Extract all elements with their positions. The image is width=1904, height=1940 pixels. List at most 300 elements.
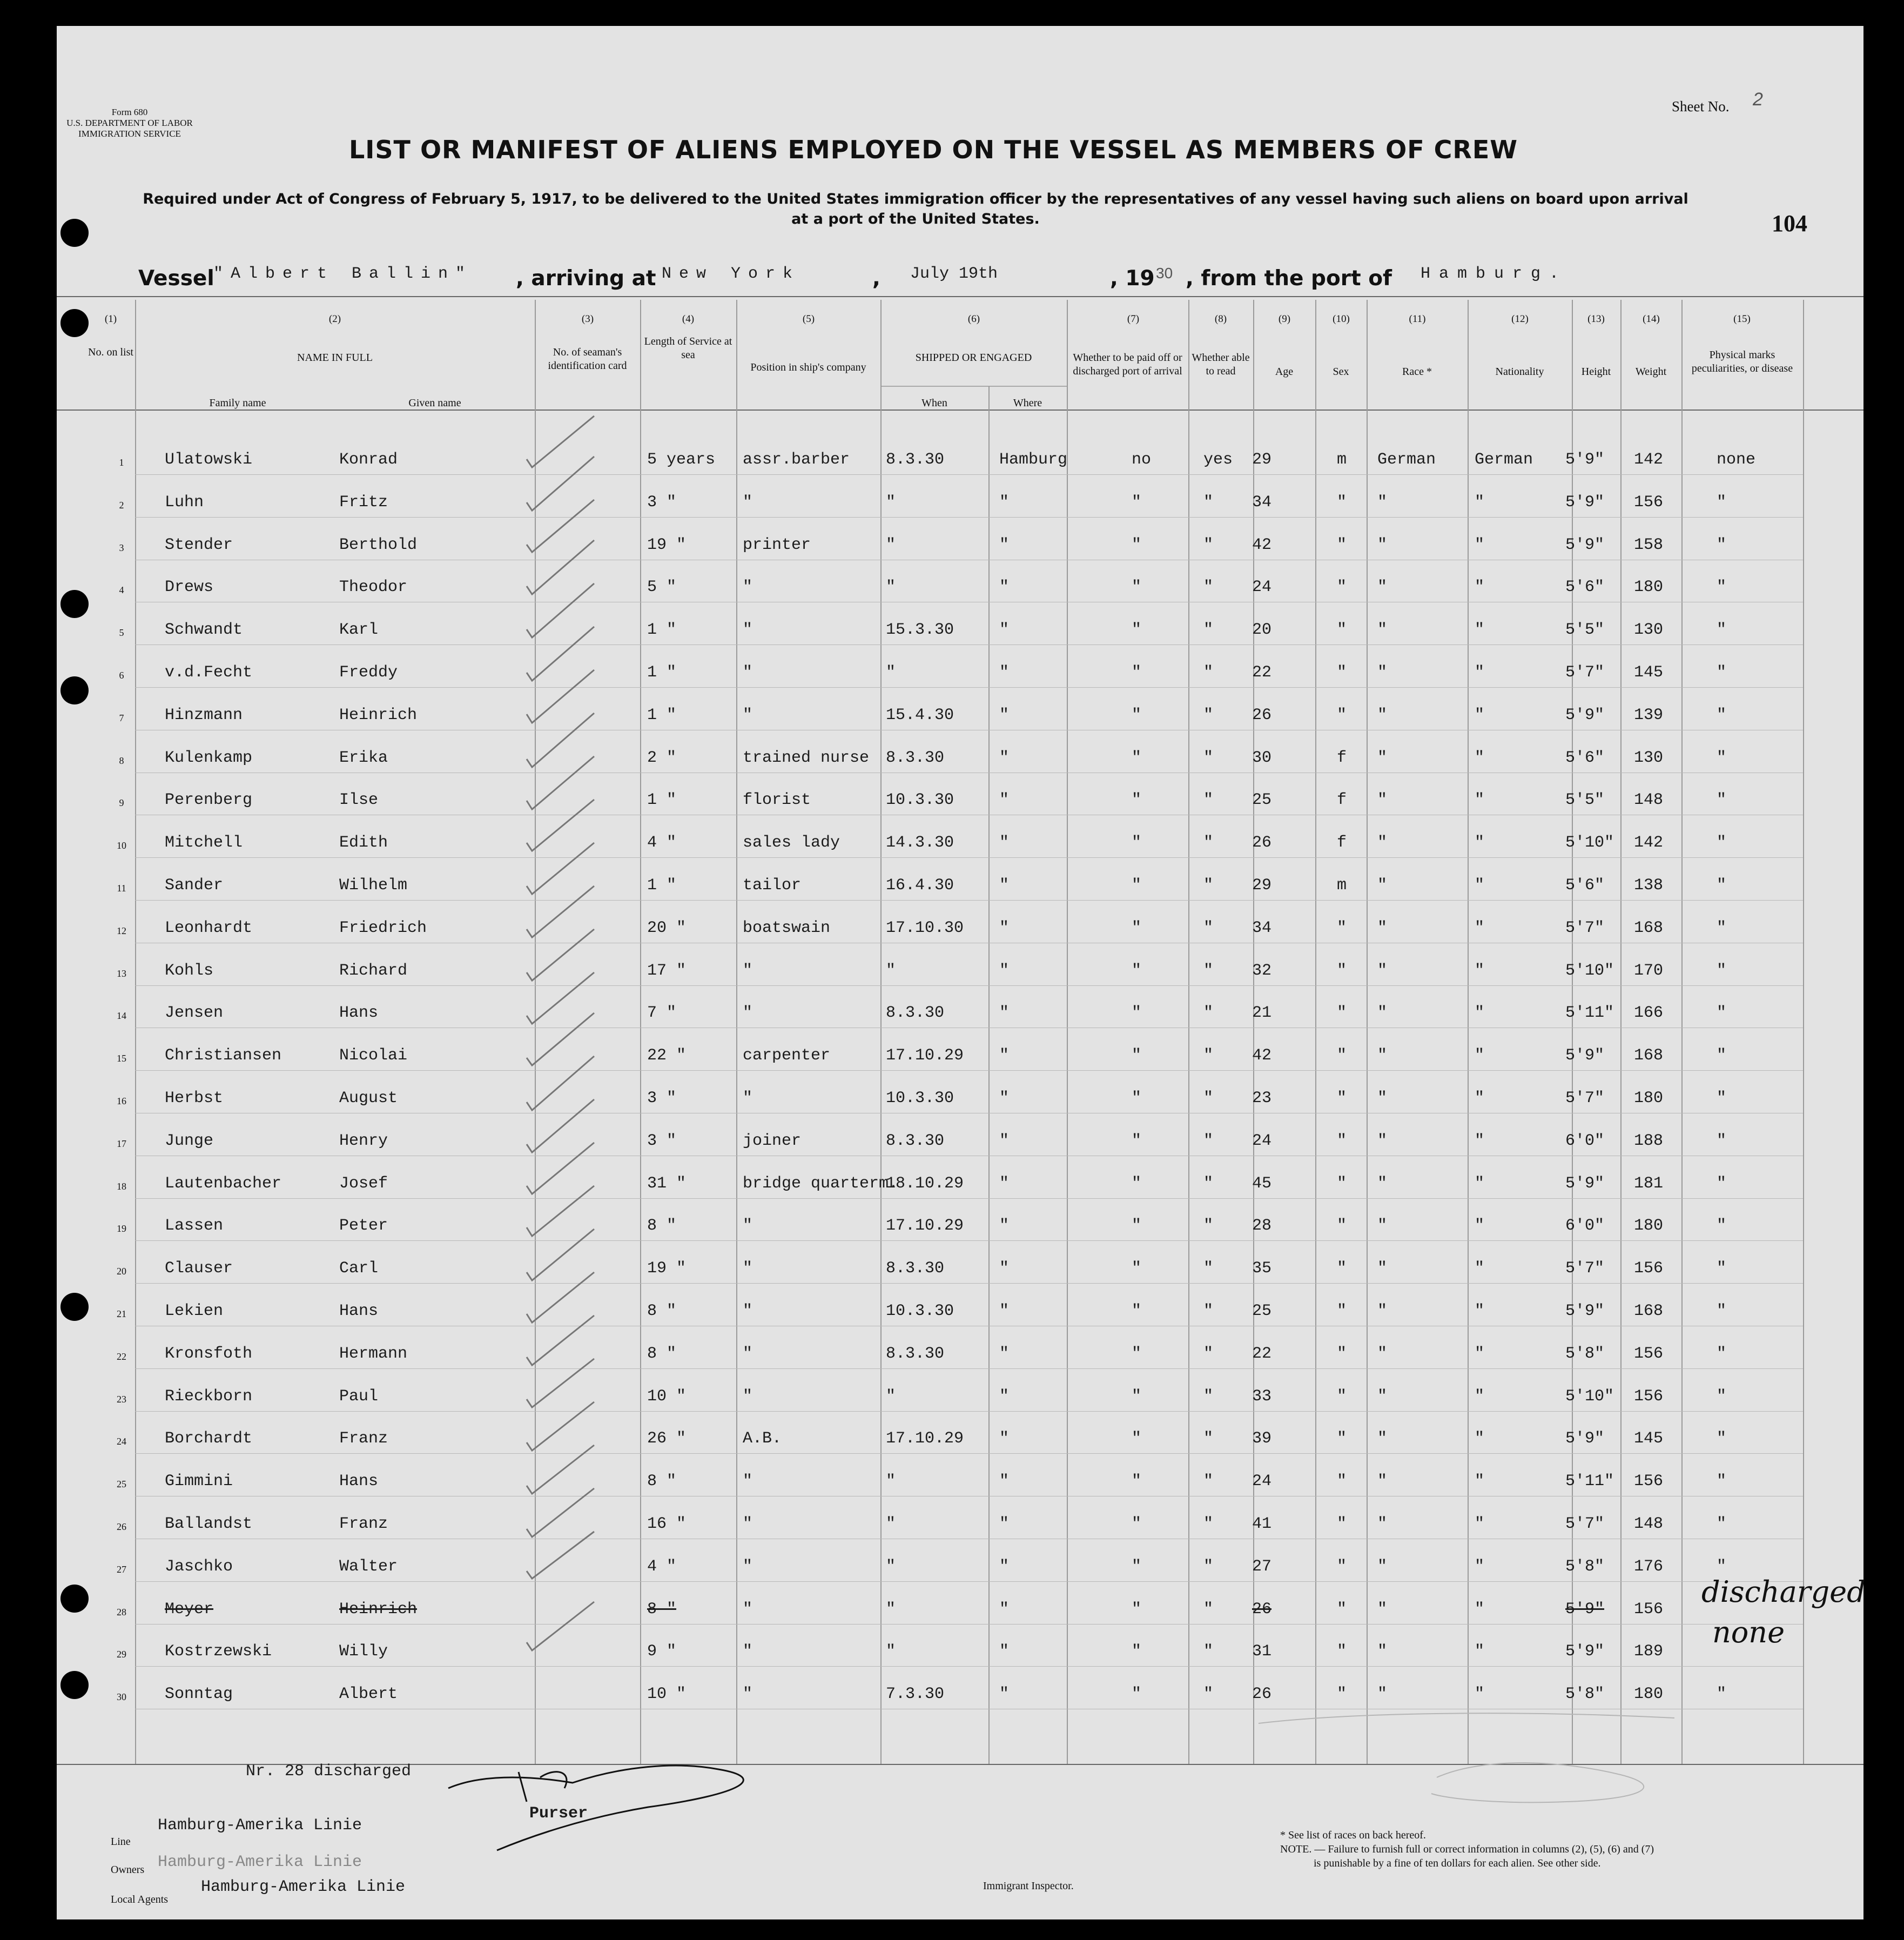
sex-cell: ": [1337, 1429, 1347, 1448]
paid-off-cell: ": [1132, 918, 1142, 937]
nationality-cell: ": [1475, 1557, 1485, 1576]
weight-cell: 180: [1634, 1685, 1664, 1704]
column-number: (7): [1127, 313, 1140, 325]
paid-off-cell: ": [1132, 1217, 1142, 1236]
paid-off-cell: ": [1132, 578, 1142, 597]
column-number: (14): [1643, 313, 1660, 325]
shipped-where-cell: ": [999, 1131, 1010, 1150]
header-race: Race *: [1402, 366, 1432, 378]
shipped-when-cell: 8.3.30: [886, 451, 945, 469]
able-to-read-cell: ": [1203, 961, 1214, 980]
family-name-cell: Stender: [165, 535, 233, 554]
race-cell: ": [1377, 578, 1388, 597]
given-name-cell: Hans: [339, 1004, 379, 1023]
race-cell: ": [1377, 1046, 1388, 1065]
owners-value: Hamburg-Amerika Linie: [158, 1853, 362, 1871]
weight-cell: 145: [1634, 663, 1664, 682]
position-cell: assr.barber: [743, 451, 850, 469]
service-name: IMMIGRATION SERVICE: [78, 129, 181, 139]
nationality-cell: ": [1475, 961, 1485, 980]
shipped-where-cell: ": [999, 1302, 1010, 1320]
physical-marks-cell: ": [1717, 1046, 1727, 1065]
vessel-label: Vessel: [138, 266, 214, 291]
paid-off-cell: ": [1132, 1685, 1142, 1704]
row-number: 26: [117, 1521, 126, 1532]
race-cell: ": [1377, 876, 1388, 895]
given-name-cell: Franz: [339, 1515, 388, 1533]
shipped-where-cell: ": [999, 1642, 1010, 1661]
nationality-cell: ": [1475, 663, 1485, 682]
row-number: 28: [117, 1606, 126, 1617]
family-name-cell: Drews: [165, 578, 214, 597]
physical-marks-cell: ": [1717, 1685, 1727, 1704]
sex-cell: ": [1337, 1131, 1347, 1150]
shipped-when-cell: ": [886, 1472, 896, 1491]
service-cell: 3 ": [647, 1131, 677, 1150]
family-name-cell: Kronsfoth: [165, 1344, 253, 1363]
shipped-where-cell: ": [999, 1089, 1010, 1107]
weight-cell: 168: [1634, 1302, 1664, 1320]
paid-off-cell: ": [1132, 1131, 1142, 1150]
shipped-where-cell: ": [999, 1217, 1010, 1236]
nationality-cell: ": [1475, 1515, 1485, 1533]
position-cell: ": [743, 1600, 753, 1619]
given-name-cell: Paul: [339, 1387, 379, 1406]
given-name-cell: Richard: [339, 961, 408, 980]
height-cell: 5'9": [1565, 1046, 1605, 1065]
able-to-read-cell: ": [1203, 578, 1214, 597]
shipped-where-cell: ": [999, 791, 1010, 810]
header-height: Height: [1581, 366, 1611, 378]
nationality-cell: ": [1475, 1004, 1485, 1023]
sex-cell: ": [1337, 578, 1347, 597]
header-physical-marks: Physical marks peculiarities, or disease: [1691, 349, 1793, 374]
row-number: 12: [117, 925, 126, 936]
age-cell: 27: [1252, 1557, 1272, 1576]
given-name-cell: Carl: [339, 1259, 379, 1278]
race-cell: ": [1377, 1600, 1388, 1619]
able-to-read-cell: ": [1203, 1089, 1214, 1107]
sex-cell: ": [1337, 535, 1347, 554]
nationality-cell: ": [1475, 918, 1485, 937]
row-number: 17: [117, 1138, 126, 1149]
physical-marks-cell: ": [1717, 1259, 1727, 1278]
family-name-cell: v.d.Fecht: [165, 663, 253, 682]
header-family-name: Family name: [209, 397, 266, 409]
physical-marks-cell: ": [1717, 1217, 1727, 1236]
service-cell: 8 ": [647, 1302, 677, 1320]
paid-off-cell: ": [1132, 535, 1142, 554]
family-name-cell: Sander: [165, 876, 224, 895]
given-name-cell: Edith: [339, 834, 388, 852]
nationality-cell: ": [1475, 1089, 1485, 1107]
row-number: 19: [117, 1223, 126, 1234]
weight-cell: 181: [1634, 1174, 1664, 1193]
row-number: 29: [117, 1649, 126, 1660]
shipped-where-cell: ": [999, 1387, 1010, 1406]
race-cell: ": [1377, 1089, 1388, 1107]
height-cell: 5'6": [1565, 748, 1605, 767]
row-number: 18: [117, 1180, 126, 1192]
race-cell: ": [1377, 1004, 1388, 1023]
paid-off-cell: ": [1132, 1259, 1142, 1278]
position-cell: tailor: [743, 876, 802, 895]
weight-cell: 168: [1634, 1046, 1664, 1065]
shipped-when-cell: ": [886, 663, 896, 682]
shipped-when-cell: ": [886, 1387, 896, 1406]
service-cell: 8 ": [647, 1472, 677, 1491]
given-name-cell: Theodor: [339, 578, 408, 597]
age-cell: 42: [1252, 535, 1272, 554]
able-to-read-cell: ": [1203, 834, 1214, 852]
column-number: (4): [682, 313, 695, 325]
nationality-cell: ": [1475, 834, 1485, 852]
able-to-read-cell: ": [1203, 1472, 1214, 1491]
nationality-cell: ": [1475, 1217, 1485, 1236]
physical-marks-cell: ": [1717, 918, 1727, 937]
sex-cell: ": [1337, 706, 1347, 724]
position-cell: ": [743, 1259, 753, 1278]
height-cell: 5'7": [1565, 918, 1605, 937]
able-to-read-cell: ": [1203, 1429, 1214, 1448]
shipped-when-cell: 16.4.30: [886, 876, 954, 895]
row-number: 16: [117, 1096, 126, 1106]
weight-cell: 158: [1634, 535, 1664, 554]
sheet-number: 2: [1753, 89, 1763, 110]
sex-cell: ": [1337, 1217, 1347, 1236]
weight-cell: 156: [1634, 1344, 1664, 1363]
able-to-read-cell: ": [1203, 493, 1214, 512]
sex-cell: ": [1337, 1089, 1347, 1107]
service-cell: 9 ": [647, 1642, 677, 1661]
shipped-where-cell: ": [999, 1685, 1010, 1704]
nationality-cell: ": [1475, 1046, 1485, 1065]
nationality-cell: ": [1475, 1600, 1485, 1619]
shipped-when-cell: ": [886, 578, 896, 597]
service-cell: 10 ": [647, 1387, 687, 1406]
family-name-cell: Kostrzewski: [165, 1642, 272, 1661]
family-name-cell: Luhn: [165, 493, 204, 512]
arriving-label: , arriving at: [516, 266, 656, 291]
line-value: Hamburg-Amerika Linie: [158, 1816, 362, 1835]
position-cell: ": [743, 1004, 753, 1023]
nationality-cell: ": [1475, 748, 1485, 767]
shipped-when-cell: 8.3.30: [886, 748, 945, 767]
age-cell: 29: [1252, 876, 1272, 895]
service-cell: 16 ": [647, 1515, 687, 1533]
paid-off-cell: no: [1132, 451, 1152, 469]
service-cell: 5 ": [647, 578, 677, 597]
able-to-read-cell: ": [1203, 621, 1214, 640]
shipped-where-cell: ": [999, 1557, 1010, 1576]
row-number: 9: [119, 797, 124, 809]
physical-marks-cell: ": [1717, 1515, 1727, 1533]
vessel-name: "Albert Ballin": [213, 265, 473, 283]
race-cell: ": [1377, 748, 1388, 767]
race-cell: ": [1377, 663, 1388, 682]
department-name: U.S. DEPARTMENT OF LABOR: [66, 118, 193, 128]
shipped-when-cell: ": [886, 1600, 896, 1619]
height-cell: 5'6": [1565, 876, 1605, 895]
race-cell: ": [1377, 1472, 1388, 1491]
physical-marks-cell: ": [1717, 791, 1727, 810]
given-name-cell: Wilhelm: [339, 876, 408, 895]
nationality-cell: ": [1475, 493, 1485, 512]
race-cell: ": [1377, 1131, 1388, 1150]
age-cell: 39: [1252, 1429, 1272, 1448]
paid-off-cell: ": [1132, 663, 1142, 682]
given-name-cell: Hans: [339, 1472, 379, 1491]
sex-cell: ": [1337, 1472, 1347, 1491]
row-number: 20: [117, 1266, 126, 1277]
paid-off-cell: ": [1132, 834, 1142, 852]
race-cell: ": [1377, 1259, 1388, 1278]
nationality-cell: ": [1475, 1302, 1485, 1320]
shipped-where-cell: ": [999, 961, 1010, 980]
family-name-cell: Jaschko: [165, 1557, 233, 1576]
paid-off-cell: ": [1132, 1429, 1142, 1448]
service-cell: 3 ": [647, 1089, 677, 1107]
age-cell: 24: [1252, 578, 1272, 597]
able-to-read-cell: ": [1203, 1642, 1214, 1661]
shipped-when-cell: 10.3.30: [886, 1302, 954, 1320]
paid-off-cell: ": [1132, 1557, 1142, 1576]
physical-marks-cell: ": [1717, 1387, 1727, 1406]
age-cell: 26: [1252, 834, 1272, 852]
nationality-cell: ": [1475, 791, 1485, 810]
arriving-port: New York: [662, 265, 800, 283]
weight-cell: 148: [1634, 791, 1664, 810]
shipped-where-cell: ": [999, 621, 1010, 640]
header-seaman-card: No. of seaman's identification card: [548, 346, 627, 372]
given-name-cell: Berthold: [339, 535, 418, 554]
position-cell: boatswain: [743, 918, 831, 937]
column-number: (10): [1333, 313, 1350, 325]
service-cell: 1 ": [647, 706, 677, 724]
given-name-cell: Erika: [339, 748, 388, 767]
nationality-cell: ": [1475, 535, 1485, 554]
row-number: 30: [117, 1691, 126, 1703]
weight-cell: 156: [1634, 1259, 1664, 1278]
physical-marks-cell: ": [1717, 1302, 1727, 1320]
row-number: 24: [117, 1436, 126, 1447]
physical-marks-cell: ": [1717, 961, 1727, 980]
age-cell: 29: [1252, 451, 1272, 469]
weight-cell: 180: [1634, 578, 1664, 597]
year-suffix: 30: [1156, 265, 1173, 281]
position-cell: bridge quarterm.: [743, 1174, 899, 1193]
race-cell: ": [1377, 1642, 1388, 1661]
race-cell: ": [1377, 1174, 1388, 1193]
from-port: Hamburg.: [1421, 265, 1568, 283]
header-sex: Sex: [1333, 366, 1349, 378]
page-number: 104: [1772, 210, 1807, 237]
sex-cell: ": [1337, 961, 1347, 980]
family-name-cell: Leonhardt: [165, 918, 253, 937]
height-cell: 5'7": [1565, 1259, 1605, 1278]
age-cell: 24: [1252, 1472, 1272, 1491]
given-name-cell: Konrad: [339, 451, 398, 469]
age-cell: 45: [1252, 1174, 1272, 1193]
sex-cell: ": [1337, 493, 1347, 512]
paid-off-cell: ": [1132, 961, 1142, 980]
header-shipped-where: Where: [1013, 397, 1042, 409]
column-number: (12): [1511, 313, 1529, 325]
race-cell: ": [1377, 834, 1388, 852]
shipped-when-cell: 8.3.30: [886, 1259, 945, 1278]
agents-label: Local Agents: [111, 1894, 169, 1905]
given-name-cell: Peter: [339, 1217, 388, 1236]
given-name-cell: Ilse: [339, 791, 379, 810]
height-cell: 5'8": [1565, 1557, 1605, 1576]
shipped-when-cell: 17.10.30: [886, 918, 964, 937]
row-number: 11: [117, 883, 126, 894]
sex-cell: ": [1337, 1557, 1347, 1576]
family-name-cell: Ulatowski: [165, 451, 253, 469]
position-cell: sales lady: [743, 834, 840, 852]
row-number: 21: [117, 1308, 126, 1319]
column-number: (6): [967, 313, 980, 325]
height-cell: 5'10": [1565, 834, 1614, 852]
age-cell: 33: [1252, 1387, 1272, 1406]
able-to-read-cell: ": [1203, 1557, 1214, 1576]
age-cell: 24: [1252, 1131, 1272, 1150]
able-to-read-cell: ": [1203, 1387, 1214, 1406]
paid-off-cell: ": [1132, 1004, 1142, 1023]
paid-off-cell: ": [1132, 1302, 1142, 1320]
age-cell: 21: [1252, 1004, 1272, 1023]
physical-marks-cell: ": [1717, 706, 1727, 724]
race-cell: ": [1377, 1429, 1388, 1448]
header-given-name: Given name: [408, 397, 461, 409]
nationality-cell: ": [1475, 621, 1485, 640]
age-cell: 26: [1252, 1685, 1272, 1704]
shipped-where-cell: ": [999, 1429, 1010, 1448]
row-number: 23: [117, 1393, 126, 1405]
paid-off-cell: ": [1132, 791, 1142, 810]
shipped-when-cell: 15.4.30: [886, 706, 954, 724]
position-cell: ": [743, 1302, 753, 1320]
position-cell: ": [743, 493, 753, 512]
column-number: (9): [1278, 313, 1291, 325]
given-name-cell: Franz: [339, 1429, 388, 1448]
able-to-read-cell: ": [1203, 1259, 1214, 1278]
sex-cell: m: [1337, 451, 1347, 469]
weight-cell: 166: [1634, 1004, 1664, 1023]
physical-marks-cell: ": [1717, 1429, 1727, 1448]
weight-cell: 170: [1634, 961, 1664, 980]
sex-cell: ": [1337, 1387, 1347, 1406]
race-cell: ": [1377, 1217, 1388, 1236]
age-cell: 30: [1252, 748, 1272, 767]
position-cell: ": [743, 1515, 753, 1533]
position-cell: ": [743, 1344, 753, 1363]
physical-marks-cell: ": [1717, 578, 1727, 597]
shipped-where-cell: ": [999, 876, 1010, 895]
family-name-cell: Herbst: [165, 1089, 224, 1107]
weight-cell: 145: [1634, 1429, 1664, 1448]
age-cell: 31: [1252, 1642, 1272, 1661]
age-cell: 26: [1252, 706, 1272, 724]
service-cell: 26 ": [647, 1429, 687, 1448]
able-to-read-cell: ": [1203, 1217, 1214, 1236]
physical-marks-cell: ": [1717, 1004, 1727, 1023]
able-to-read-cell: ": [1203, 535, 1214, 554]
shipped-where-cell: ": [999, 748, 1010, 767]
age-cell: 34: [1252, 918, 1272, 937]
sex-cell: f: [1337, 791, 1347, 810]
family-name-cell: Kulenkamp: [165, 748, 253, 767]
inspector-signature: [1259, 1713, 1674, 1802]
given-name-cell: Josef: [339, 1174, 388, 1193]
paid-off-cell: ": [1132, 1642, 1142, 1661]
paid-off-cell: ": [1132, 1344, 1142, 1363]
position-cell: trained nurse: [743, 748, 870, 767]
family-name-cell: Mitchell: [165, 834, 243, 852]
document-subtitle: Required under Act of Congress of February 5, 1917, to be delivered to the United States immigration officer by the representatives of any vessel having such aliens on board upon arrival at a port of the United States.: [143, 191, 1688, 227]
able-to-read-cell: ": [1203, 791, 1214, 810]
service-cell: 20 ": [647, 918, 687, 937]
service-cell: 8 ": [647, 1600, 677, 1619]
service-cell: 1 ": [647, 876, 677, 895]
shipped-when-cell: ": [886, 1642, 896, 1661]
weight-cell: 130: [1634, 748, 1664, 767]
height-cell: 5'7": [1565, 1089, 1605, 1107]
shipped-where-cell: ": [999, 1046, 1010, 1065]
position-cell: A.B.: [743, 1429, 782, 1448]
family-name-cell: Jensen: [165, 1004, 224, 1023]
document-title: LIST OR MANIFEST OF ALIENS EMPLOYED ON THE VESSEL AS MEMBERS OF CREW: [349, 135, 1518, 164]
shipped-where-cell: ": [999, 1004, 1010, 1023]
age-cell: 35: [1252, 1259, 1272, 1278]
weight-cell: 130: [1634, 621, 1664, 640]
paid-off-cell: ": [1132, 1515, 1142, 1533]
position-cell: ": [743, 1217, 753, 1236]
purser-signature: [448, 1766, 743, 1850]
service-cell: 8 ": [647, 1344, 677, 1363]
weight-cell: 148: [1634, 1515, 1664, 1533]
row-number: 25: [117, 1479, 126, 1490]
year-prefix: , 19: [1110, 266, 1155, 291]
paid-off-cell: ": [1132, 1387, 1142, 1406]
service-cell: 19 ": [647, 1259, 687, 1278]
nationality-cell: ": [1475, 1387, 1485, 1406]
family-name-cell: Borchardt: [165, 1429, 253, 1448]
service-cell: 4 ": [647, 1557, 677, 1576]
family-name-cell: Schwandt: [165, 621, 243, 640]
shipped-when-cell: ": [886, 493, 896, 512]
given-name-cell: Karl: [339, 621, 379, 640]
row-number: 7: [119, 712, 124, 723]
shipped-where-cell: ": [999, 1472, 1010, 1491]
paid-off-cell: ": [1132, 1046, 1142, 1065]
service-cell: 10 ": [647, 1685, 687, 1704]
weight-cell: 138: [1634, 876, 1664, 895]
weight-cell: 156: [1634, 1387, 1664, 1406]
weight-cell: 156: [1634, 1600, 1664, 1619]
service-cell: 19 ": [647, 535, 687, 554]
physical-marks-cell: ": [1717, 663, 1727, 682]
age-cell: 32: [1252, 961, 1272, 980]
nationality-cell: ": [1475, 1429, 1485, 1448]
nationality-cell: ": [1475, 1472, 1485, 1491]
able-to-read-cell: ": [1203, 663, 1214, 682]
position-cell: carpenter: [743, 1046, 831, 1065]
sex-cell: ": [1337, 1302, 1347, 1320]
column-number: (3): [581, 313, 594, 325]
height-cell: 5'11": [1565, 1472, 1614, 1491]
column-number: (15): [1733, 313, 1751, 325]
